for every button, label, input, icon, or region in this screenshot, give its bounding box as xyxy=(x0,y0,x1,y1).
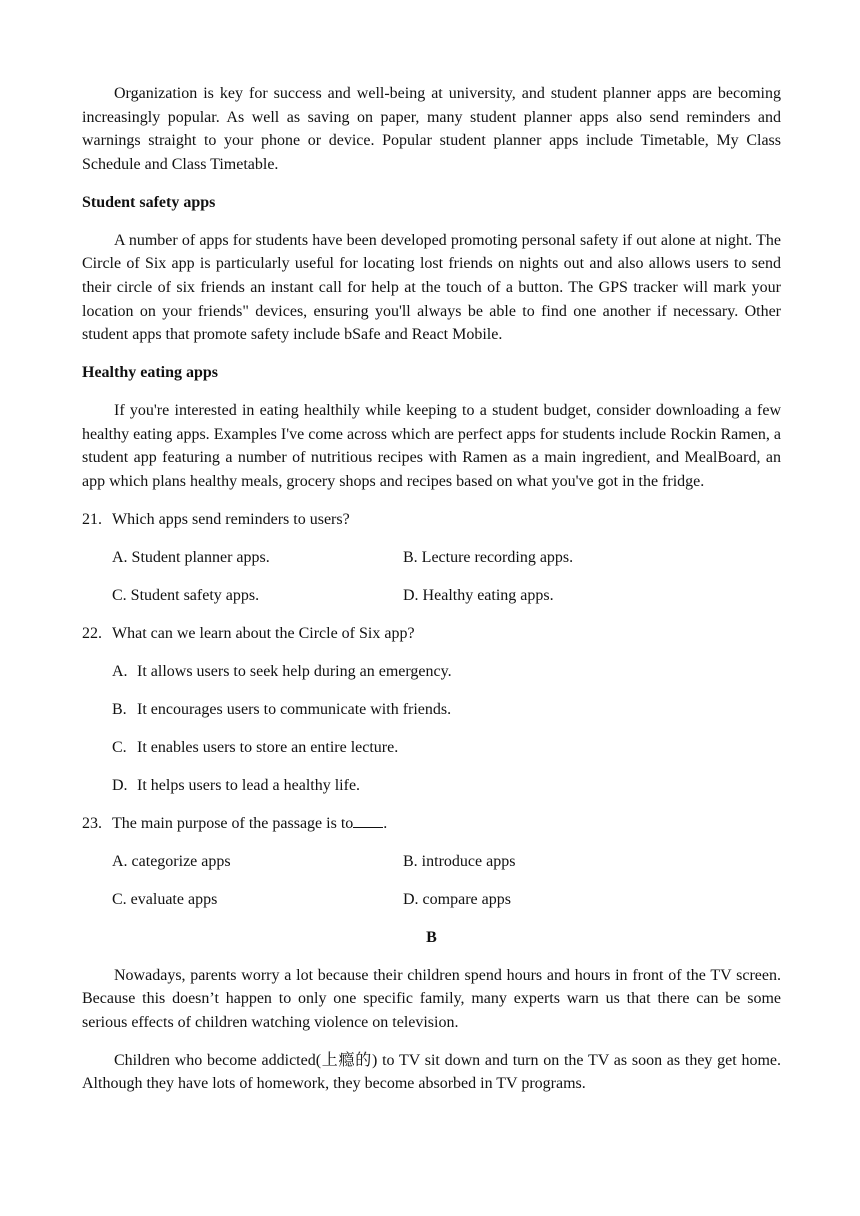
option-text: It helps users to lead a healthy life. xyxy=(137,776,361,794)
question-text: What can we learn about the Circle of Six app? xyxy=(112,624,415,642)
q22-option-d[interactable] xyxy=(82,774,781,798)
option-text: It enables users to store an entire lecture. xyxy=(137,738,399,756)
question-number: 22. xyxy=(82,624,102,642)
q21-options-row-1 xyxy=(82,546,781,570)
question-text: The main purpose of the passage is to xyxy=(112,814,354,832)
option-text: It encourages users to communicate with friends. xyxy=(137,700,452,718)
question-23 xyxy=(82,812,781,836)
option-d[interactable]: D. Healthy eating apps. xyxy=(403,586,554,604)
option-a[interactable]: A. categorize apps xyxy=(112,852,231,870)
document-page xyxy=(82,82,781,1096)
option-letter: B. xyxy=(112,700,127,718)
q22-option-c[interactable] xyxy=(82,736,781,760)
eating-paragraph: If you're interested in eating healthily while keeping to a student budget, consider downloading a few healthy eating apps. Examples I've come across which are perfect apps for students include Rockin Ramen, a student app featuring a number of nutritious recipes with Ramen as a main ingredient, and MealBoard, an app which plans healthy meals, grocery shops and recipes based on what you've got in the fridge. xyxy=(82,402,781,490)
question-22 xyxy=(82,622,781,646)
safety-heading: Student safety apps xyxy=(82,193,216,211)
q22-option-a[interactable] xyxy=(82,660,781,684)
answer-blank xyxy=(353,813,383,828)
option-letter: C. xyxy=(112,738,127,756)
option-b[interactable]: B. Lecture recording apps. xyxy=(403,548,574,566)
q22-option-b[interactable] xyxy=(82,698,781,722)
question-number: 21. xyxy=(82,510,102,528)
option-letter: A. xyxy=(112,662,128,680)
option-c[interactable]: C. evaluate apps xyxy=(112,890,218,908)
question-21 xyxy=(82,508,781,532)
option-b[interactable]: B. introduce apps xyxy=(403,852,516,870)
q21-options-row-2 xyxy=(82,584,781,608)
section-b-label: B xyxy=(426,928,437,946)
intro-paragraph: Organization is key for success and well-being at university, and student planner apps are becoming increasingly popular. As well as saving on paper, many student planner apps also send reminders and warnings straight to your phone or device. Popular student planner apps include Timetable, My Class Schedule and Class Timetable. xyxy=(82,85,781,173)
eating-heading: Healthy eating apps xyxy=(82,364,219,382)
question-text: Which apps send reminders to users? xyxy=(112,510,350,528)
question-end: . xyxy=(383,814,388,832)
option-c[interactable]: C. Student safety apps. xyxy=(112,586,260,604)
option-letter: D. xyxy=(112,776,128,794)
q23-options-row-2 xyxy=(82,888,781,912)
section-b-paragraph-2: Children who become addicted(上瘾的) to TV sit down and turn on the TV as soon as they get home. Although they have lots of homework, they become absorbed in TV programs. xyxy=(82,1051,781,1093)
q23-options-row-1 xyxy=(82,850,781,874)
question-number: 23. xyxy=(82,814,102,832)
option-text: It allows users to seek help during an emergency. xyxy=(137,662,452,680)
section-b-paragraph-1: Nowadays, parents worry a lot because their children spend hours and hours in front of the TV screen. Because this doesn’t happen to only one specific family, many experts warn us that there can be some serious effects of children watching violence on television. xyxy=(82,966,781,1031)
safety-paragraph: A number of apps for students have been developed promoting personal safety if out alone at night. The Circle of Six app is particularly useful for locating lost friends on nights out and also allows users to send their circle of six friends an instant call for help at the touch of a button. The GPS tracker will mark your location on your friends" devices, ensuring you'll always be able to find one another if necessary. Other student apps that promote safety include bSafe and React Mobile. xyxy=(82,231,781,344)
option-d[interactable]: D. compare apps xyxy=(403,890,511,908)
option-a[interactable]: A. Student planner apps. xyxy=(112,548,270,566)
